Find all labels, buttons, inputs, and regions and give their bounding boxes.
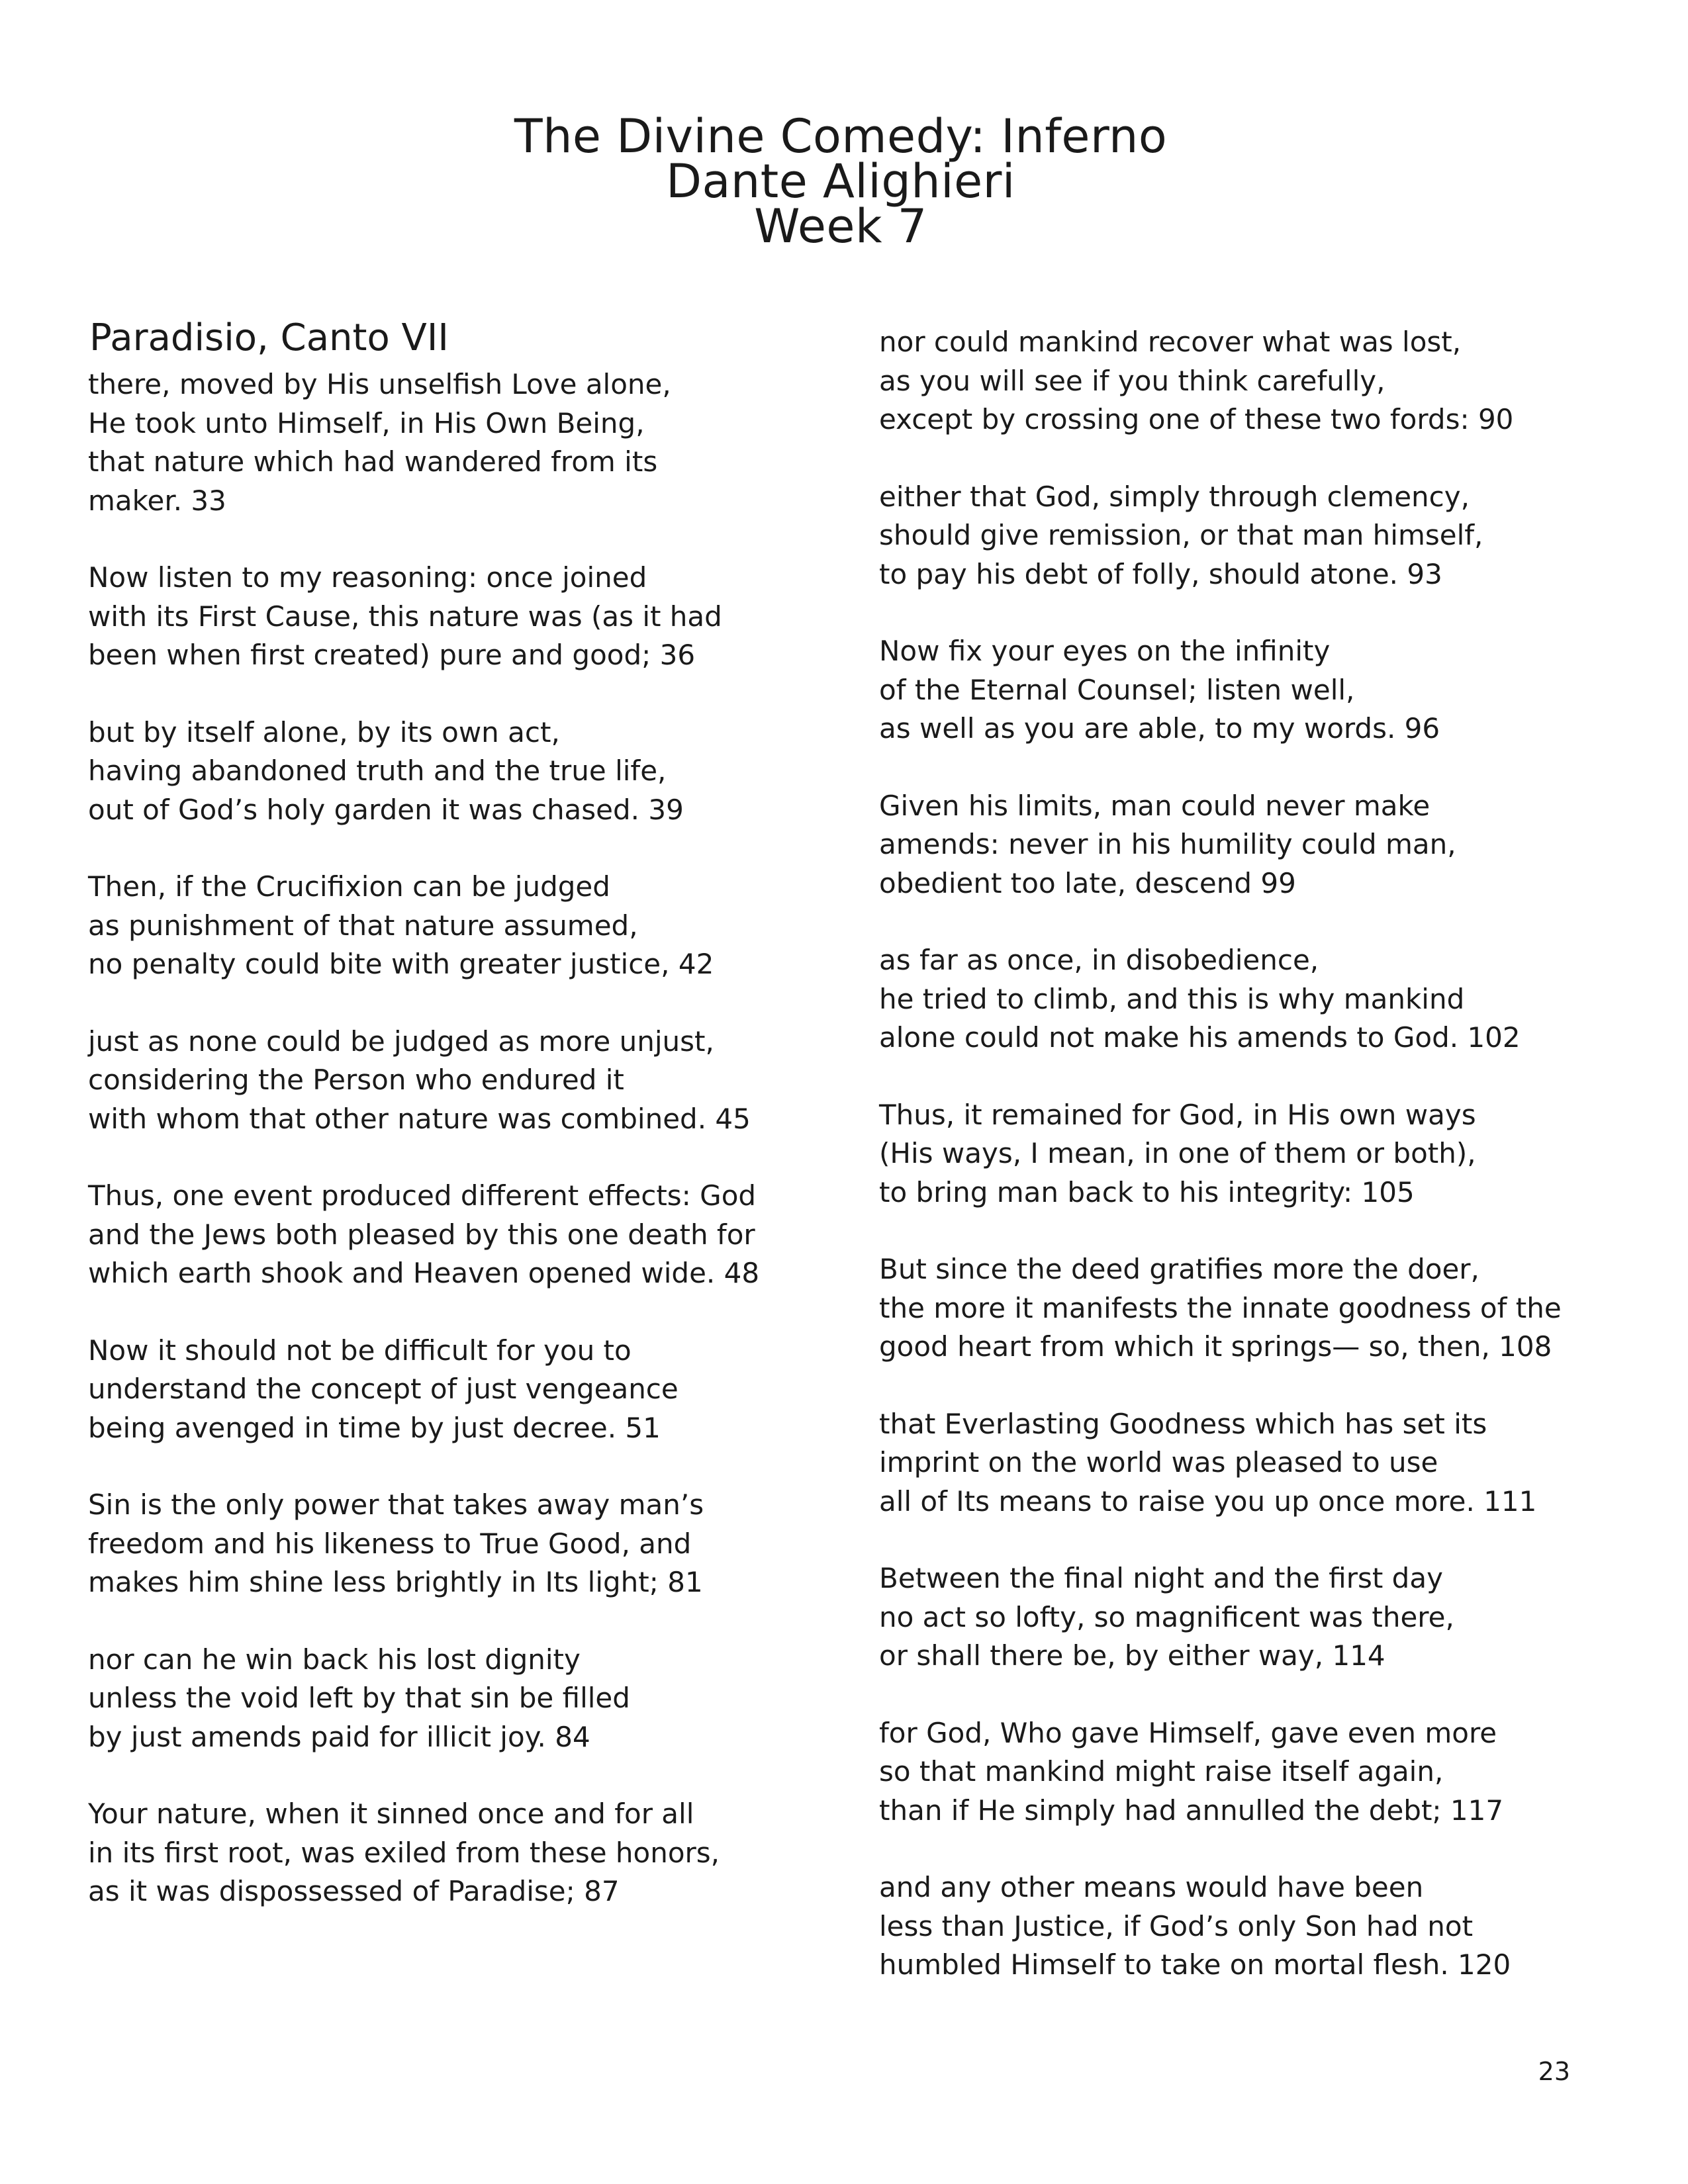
title-block	[0, 109, 1688, 253]
verse-line: Thus, one event produced different effects: God	[88, 1179, 757, 1212]
verse-line: of the Eternal Counsel; listen well,	[879, 673, 1355, 706]
verse-line: maker. 33	[88, 484, 226, 517]
verse-line: alone could not make his amends to God. 102	[879, 1021, 1521, 1054]
verse-line: which earth shook and Heaven opened wide. 48	[88, 1257, 760, 1289]
verse-line: as far as once, in disobedience,	[879, 944, 1319, 976]
verse-line: all of Its means to raise you up once more. 111	[879, 1484, 1537, 1518]
verse-line: Sin is the only power that takes away man’s	[88, 1488, 704, 1521]
verse-line: to pay his debt of folly, should atone. 93	[879, 557, 1442, 590]
verse-line: makes him shine less brightly in Its light; 81	[88, 1566, 703, 1598]
stanza	[76, 365, 778, 520]
verse-line: and any other means would have been	[879, 1871, 1424, 1903]
verse-line: no penalty could bite with greater justice, 42	[88, 948, 714, 980]
verse-line: obedient too late, descend 99	[879, 866, 1296, 899]
verse-line: (His ways, I mean, in one of them or both),	[879, 1137, 1476, 1169]
week-label: Week 7	[754, 199, 927, 253]
verse-line: except by crossing one of these two fords: 90	[879, 403, 1514, 435]
verse-line: But since the deed gratifies more the doer,	[879, 1253, 1479, 1285]
stanza	[872, 632, 1601, 749]
stanza	[872, 1714, 1601, 1831]
verse-line: humbled Himself to take on mortal flesh. 120	[879, 1948, 1511, 1981]
verse-line: to bring man back to his integrity: 105	[879, 1175, 1415, 1208]
verse-line: than if He simply had annulled the debt; 117	[879, 1794, 1504, 1827]
page-number: 23	[1538, 2057, 1570, 2086]
verse-line: either that God, simply through clemency,	[879, 480, 1470, 513]
stanza	[872, 1868, 1601, 1985]
verse-line: as it was dispossessed of Paradise; 87	[88, 1875, 620, 1907]
verse-line: no act so lofty, so magnificent was there,	[879, 1600, 1454, 1633]
stanza	[76, 1486, 778, 1602]
stanza	[76, 559, 778, 675]
stanza	[872, 941, 1601, 1058]
stanza	[872, 1405, 1601, 1522]
verse-line: Now listen to my reasoning: once joined	[88, 561, 647, 594]
verse-line: Given his limits, man could never make	[879, 789, 1430, 822]
verse-line: by just amends paid for illicit joy. 84	[88, 1720, 590, 1753]
stanza	[76, 1177, 778, 1293]
verse-line: and the Jews both pleased by this one death for	[88, 1218, 755, 1251]
stanza	[872, 478, 1601, 594]
verse-line: with its First Cause, this nature was (as it had	[88, 600, 722, 633]
verse-line: less than Justice, if God’s only Son had not	[879, 1909, 1474, 1942]
right-column	[872, 323, 1601, 2023]
document-title: The Divine Comedy: Inferno	[514, 109, 1168, 163]
stanza	[872, 1250, 1601, 1367]
verse-line: as punishment of that nature assumed,	[88, 909, 638, 942]
verse-line: nor could mankind recover what was lost,	[879, 326, 1462, 358]
verse-line: just as none could be judged as more unjust,	[88, 1024, 714, 1058]
stanza	[76, 1332, 778, 1448]
verse-line: Your nature, when it sinned once and for all	[88, 1797, 694, 1830]
verse-line: Now fix your eyes on the infinity	[879, 635, 1331, 667]
verse-line: understand the concept of just vengeance	[88, 1373, 679, 1405]
verse-line: should give remission, or that man himself,	[879, 519, 1483, 551]
left-column	[76, 316, 778, 1950]
verse-line: in its first root, was exiled from these honors,	[88, 1836, 720, 1869]
stanza	[76, 1023, 778, 1139]
verse-line: he tried to climb, and this is why mankind	[879, 982, 1465, 1015]
verse-line: as well as you are able, to my words. 96	[879, 712, 1440, 745]
verse-line: imprint on the world was pleased to use	[879, 1446, 1438, 1479]
stanza	[76, 1795, 778, 1911]
verse-line: for God, Who gave Himself, gave even more	[879, 1716, 1497, 1749]
verse-line: or shall there be, by either way, 114	[879, 1639, 1385, 1672]
verse-line: unless the void left by that sin be filled	[88, 1682, 630, 1714]
section-heading: Paradisio, Canto VII	[89, 316, 449, 359]
verse-line: the more it manifests the innate goodness of the	[879, 1291, 1562, 1324]
verse-line: but by itself alone, by its own act,	[88, 715, 560, 749]
verse-line: out of God’s holy garden it was chased. 39	[88, 793, 684, 826]
verse-line: that nature which had wandered from its	[88, 445, 658, 478]
author-name: Dante Alighieri	[666, 154, 1015, 208]
verse-line: there, moved by His unselfish Love alone,	[88, 368, 671, 400]
verse-line: with whom that other nature was combined. 45	[88, 1102, 751, 1135]
verse-line: Thus, it remained for God, in His own ways	[879, 1098, 1476, 1131]
verse-line: good heart from which it springs— so, then, 108	[879, 1330, 1552, 1363]
stanza	[76, 868, 778, 984]
verse-line: having abandoned truth and the true life,	[88, 754, 667, 787]
stanza	[872, 1559, 1601, 1676]
verse-line: as you will see if you think carefully,	[879, 364, 1385, 397]
stanza	[872, 1096, 1601, 1212]
verse-line: amends: never in his humility could man,	[879, 828, 1456, 860]
verse-line: nor can he win back his lost dignity	[88, 1643, 581, 1676]
stanza	[76, 1641, 778, 1757]
verse-line: being avenged in time by just decree. 51	[88, 1411, 661, 1444]
verse-line: that Everlasting Goodness which has set its	[879, 1407, 1487, 1440]
verse-line: Between the final night and the first day	[879, 1562, 1443, 1594]
verse-line: Now it should not be difficult for you to	[88, 1334, 632, 1367]
verse-line: Then, if the Crucifixion can be judged	[88, 870, 610, 903]
verse-line: been when first created) pure and good; 36	[88, 639, 696, 671]
verse-line: considering the Person who endured it	[88, 1064, 624, 1096]
verse-line: so that mankind might raise itself again,	[879, 1755, 1444, 1788]
stanza	[872, 787, 1601, 903]
verse-line: freedom and his likeness to True Good, and	[88, 1527, 692, 1560]
verse-line: He took unto Himself, in His Own Being,	[88, 406, 645, 439]
stanza	[76, 713, 778, 830]
stanza	[872, 323, 1601, 439]
